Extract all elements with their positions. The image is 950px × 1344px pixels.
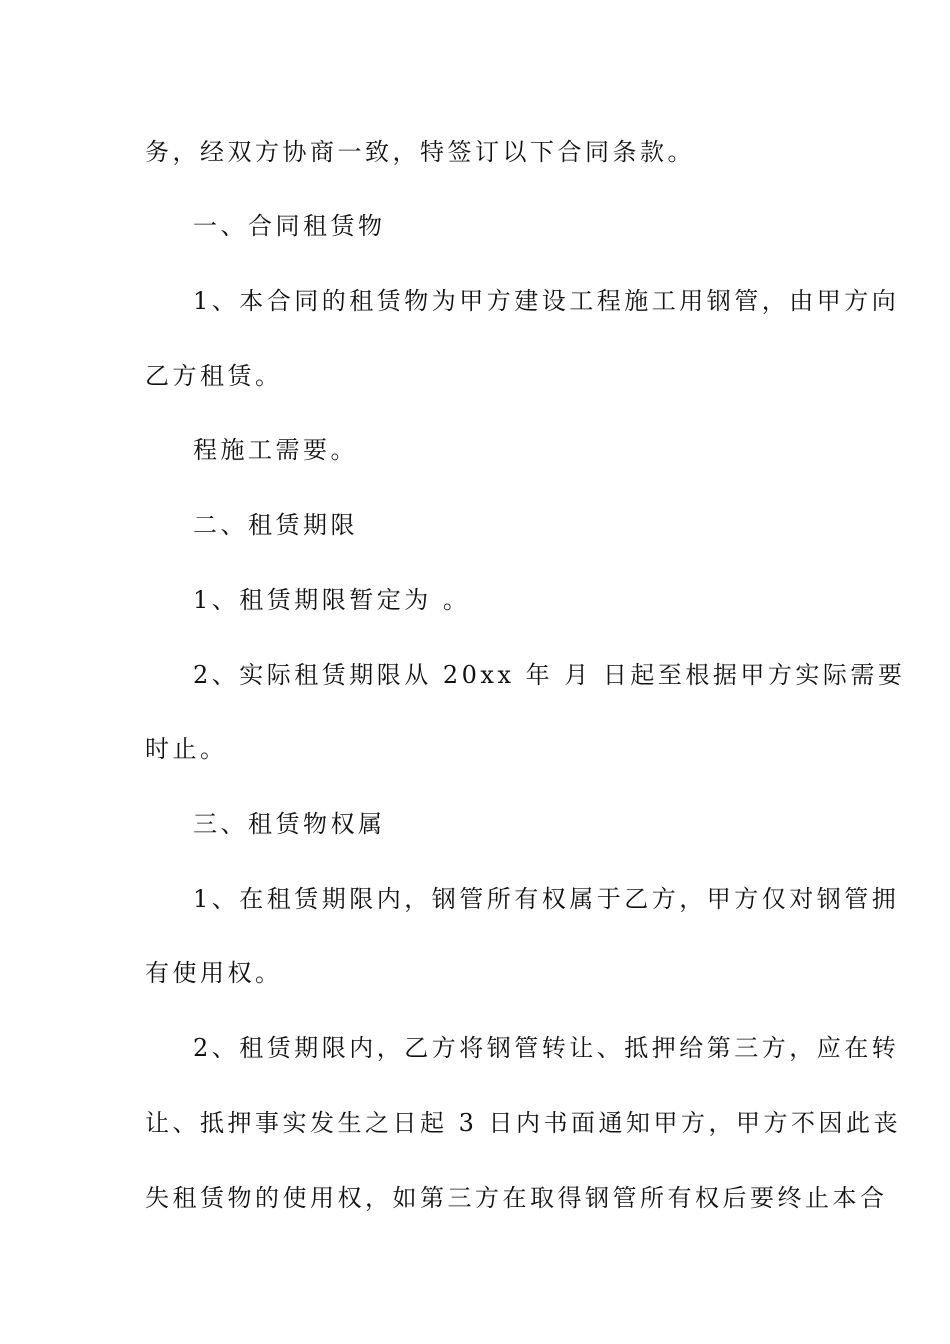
paragraph-line: 程施工需要。 (193, 436, 358, 464)
paragraph-line: 2、租赁期限内，乙方将钢管转让、抵押给第三方，应在转 (193, 1034, 900, 1062)
paragraph-line: 失租赁物的使用权，如第三方在取得钢管所有权后要终止本合 (145, 1184, 888, 1212)
paragraph-line: 让、抵押事实发生之日起 3 日内书面通知甲方，甲方不因此丧 (145, 1109, 902, 1137)
section-heading-3: 三、租赁物权属 (193, 810, 386, 838)
paragraph-line: 2、实际租赁期限从 20xx 年 月 日起至根据甲方实际需要 (193, 661, 906, 689)
section-heading-1: 一、合同租赁物 (193, 212, 386, 240)
paragraph-line: 1、在租赁期限内，钢管所有权属于乙方，甲方仅对钢管拥 (193, 885, 900, 913)
paragraph-line: 1、本合同的租赁物为甲方建设工程施工用钢管，由甲方向 (193, 287, 900, 315)
paragraph-line: 1、租赁期限暂定为 。 (193, 586, 471, 614)
section-heading-2: 二、租赁期限 (193, 511, 358, 539)
paragraph-line: 时止。 (145, 735, 228, 763)
paragraph-line: 乙方租赁。 (145, 362, 283, 390)
paragraph-line: 务，经双方协商一致，特签订以下合同条款。 (145, 138, 695, 166)
paragraph-line: 有使用权。 (145, 959, 283, 987)
